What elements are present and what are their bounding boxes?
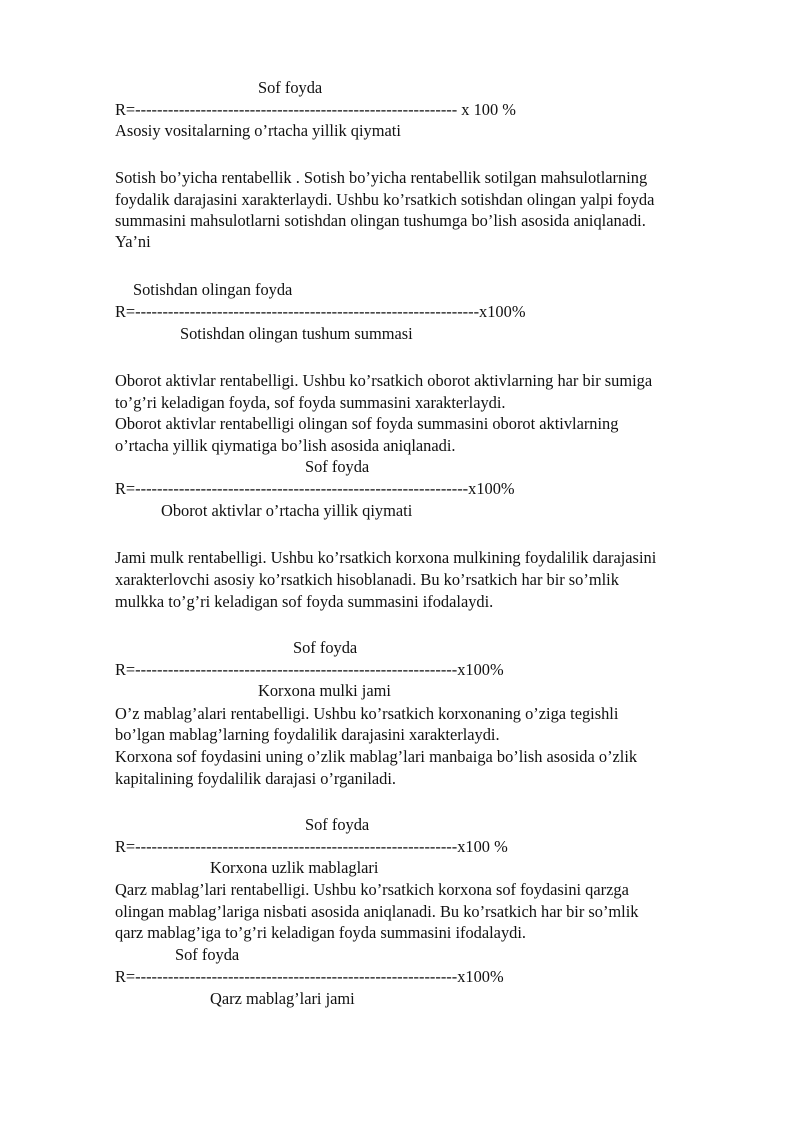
paragraph-line: olingan mablag’lariga nisbati asosida aniqlanadi. Bu ko’rsatkich har bir so’mlik <box>115 902 639 921</box>
paragraph-line: Oborot aktivlar rentabelligi olingan sof foyda summasini oborot aktivlarning <box>115 414 619 433</box>
formula-4-fraction-line: R=-----------------------------------------------------------x100% <box>115 660 504 679</box>
paragraph-line: O’z mablag’alari rentabelligi. Ushbu ko’rsatkich korxonaning o’ziga tegishli <box>115 704 619 723</box>
formula-5-numerator: Sof foyda <box>305 815 370 834</box>
paragraph-line: xarakterlovchi asosiy ko’rsatkich hisoblanadi. Bu ko’rsatkich har bir so’mlik <box>115 570 619 589</box>
paragraph-line: Ya’ni <box>115 232 151 251</box>
formula-6-fraction-line: R=-----------------------------------------------------------x100% <box>115 967 504 986</box>
formula-3-denominator: Oborot aktivlar o’rtacha yillik qiymati <box>161 501 413 520</box>
paragraph-line: Qarz mablag’lari rentabelligi. Ushbu ko’rsatkich korxona sof foydasini qarzga <box>115 880 629 899</box>
paragraph-line: Korxona sof foydasini uning o’zlik mablag’lari manbaiga bo’lish asosida o’zlik <box>115 747 638 766</box>
formula-1-fraction-line: R=----------------------------------------------------------- x 100 % <box>115 100 516 119</box>
paragraph-line: Oborot aktivlar rentabelligi. Ushbu ko’rsatkich oborot aktivlarning har bir sumiga <box>115 371 653 390</box>
formula-1-numerator: Sof foyda <box>258 78 323 97</box>
formula-1-denominator: Asosiy vositalarning o’rtacha yillik qiymati <box>115 121 401 140</box>
formula-2-fraction-line: R=---------------------------------------------------------------x100% <box>115 302 526 321</box>
paragraph-line: to’g’ri keladigan foyda, sof foyda summasini xarakterlaydi. <box>115 393 506 412</box>
paragraph-line: o’rtacha yillik qiymatiga bo’lish asosida aniqlanadi. <box>115 436 456 455</box>
formula-6-denominator: Qarz mablag’lari jami <box>210 989 355 1008</box>
formula-5-denominator: Korxona uzlik mablaglari <box>210 858 379 877</box>
formula-4-numerator: Sof foyda <box>293 638 358 657</box>
formula-2-numerator: Sotishdan olingan foyda <box>133 280 293 299</box>
paragraph-line: foydalik darajasini xarakterlaydi. Ushbu ko’rsatkich sotishdan olingan yalpi foyda <box>115 190 655 209</box>
paragraph-line: kapitalining foydalilik darajasi o’rganiladi. <box>115 769 396 788</box>
formula-3-numerator: Sof foyda <box>305 457 370 476</box>
formula-4-denominator: Korxona mulki jami <box>258 681 391 700</box>
paragraph-line: qarz mablag’iga to’g’ri keladigan foyda summasini ifodalaydi. <box>115 923 526 942</box>
paragraph-line: Sotish bo’yicha rentabellik . Sotish bo’yicha rentabellik sotilgan mahsulotlarning <box>115 168 648 187</box>
formula-6-numerator: Sof foyda <box>175 945 240 964</box>
paragraph-line: bo’lgan mablag’larning foydalilik darajasini xarakterlaydi. <box>115 725 500 744</box>
paragraph-line: summasini mahsulotlarni sotishdan olingan tushumga bo’lish asosida aniqlanadi. <box>115 211 646 230</box>
formula-2-denominator: Sotishdan olingan tushum summasi <box>180 324 413 343</box>
formula-3-fraction-line: R=-------------------------------------------------------------x100% <box>115 479 515 498</box>
paragraph-line: Jami mulk rentabelligi. Ushbu ko’rsatkich korxona mulkining foydalilik darajasini <box>115 548 657 567</box>
paragraph-line: mulkka to’g’ri keladigan sof foyda summasini ifodalaydi. <box>115 592 494 611</box>
formula-5-fraction-line: R=-----------------------------------------------------------x100 % <box>115 837 508 856</box>
